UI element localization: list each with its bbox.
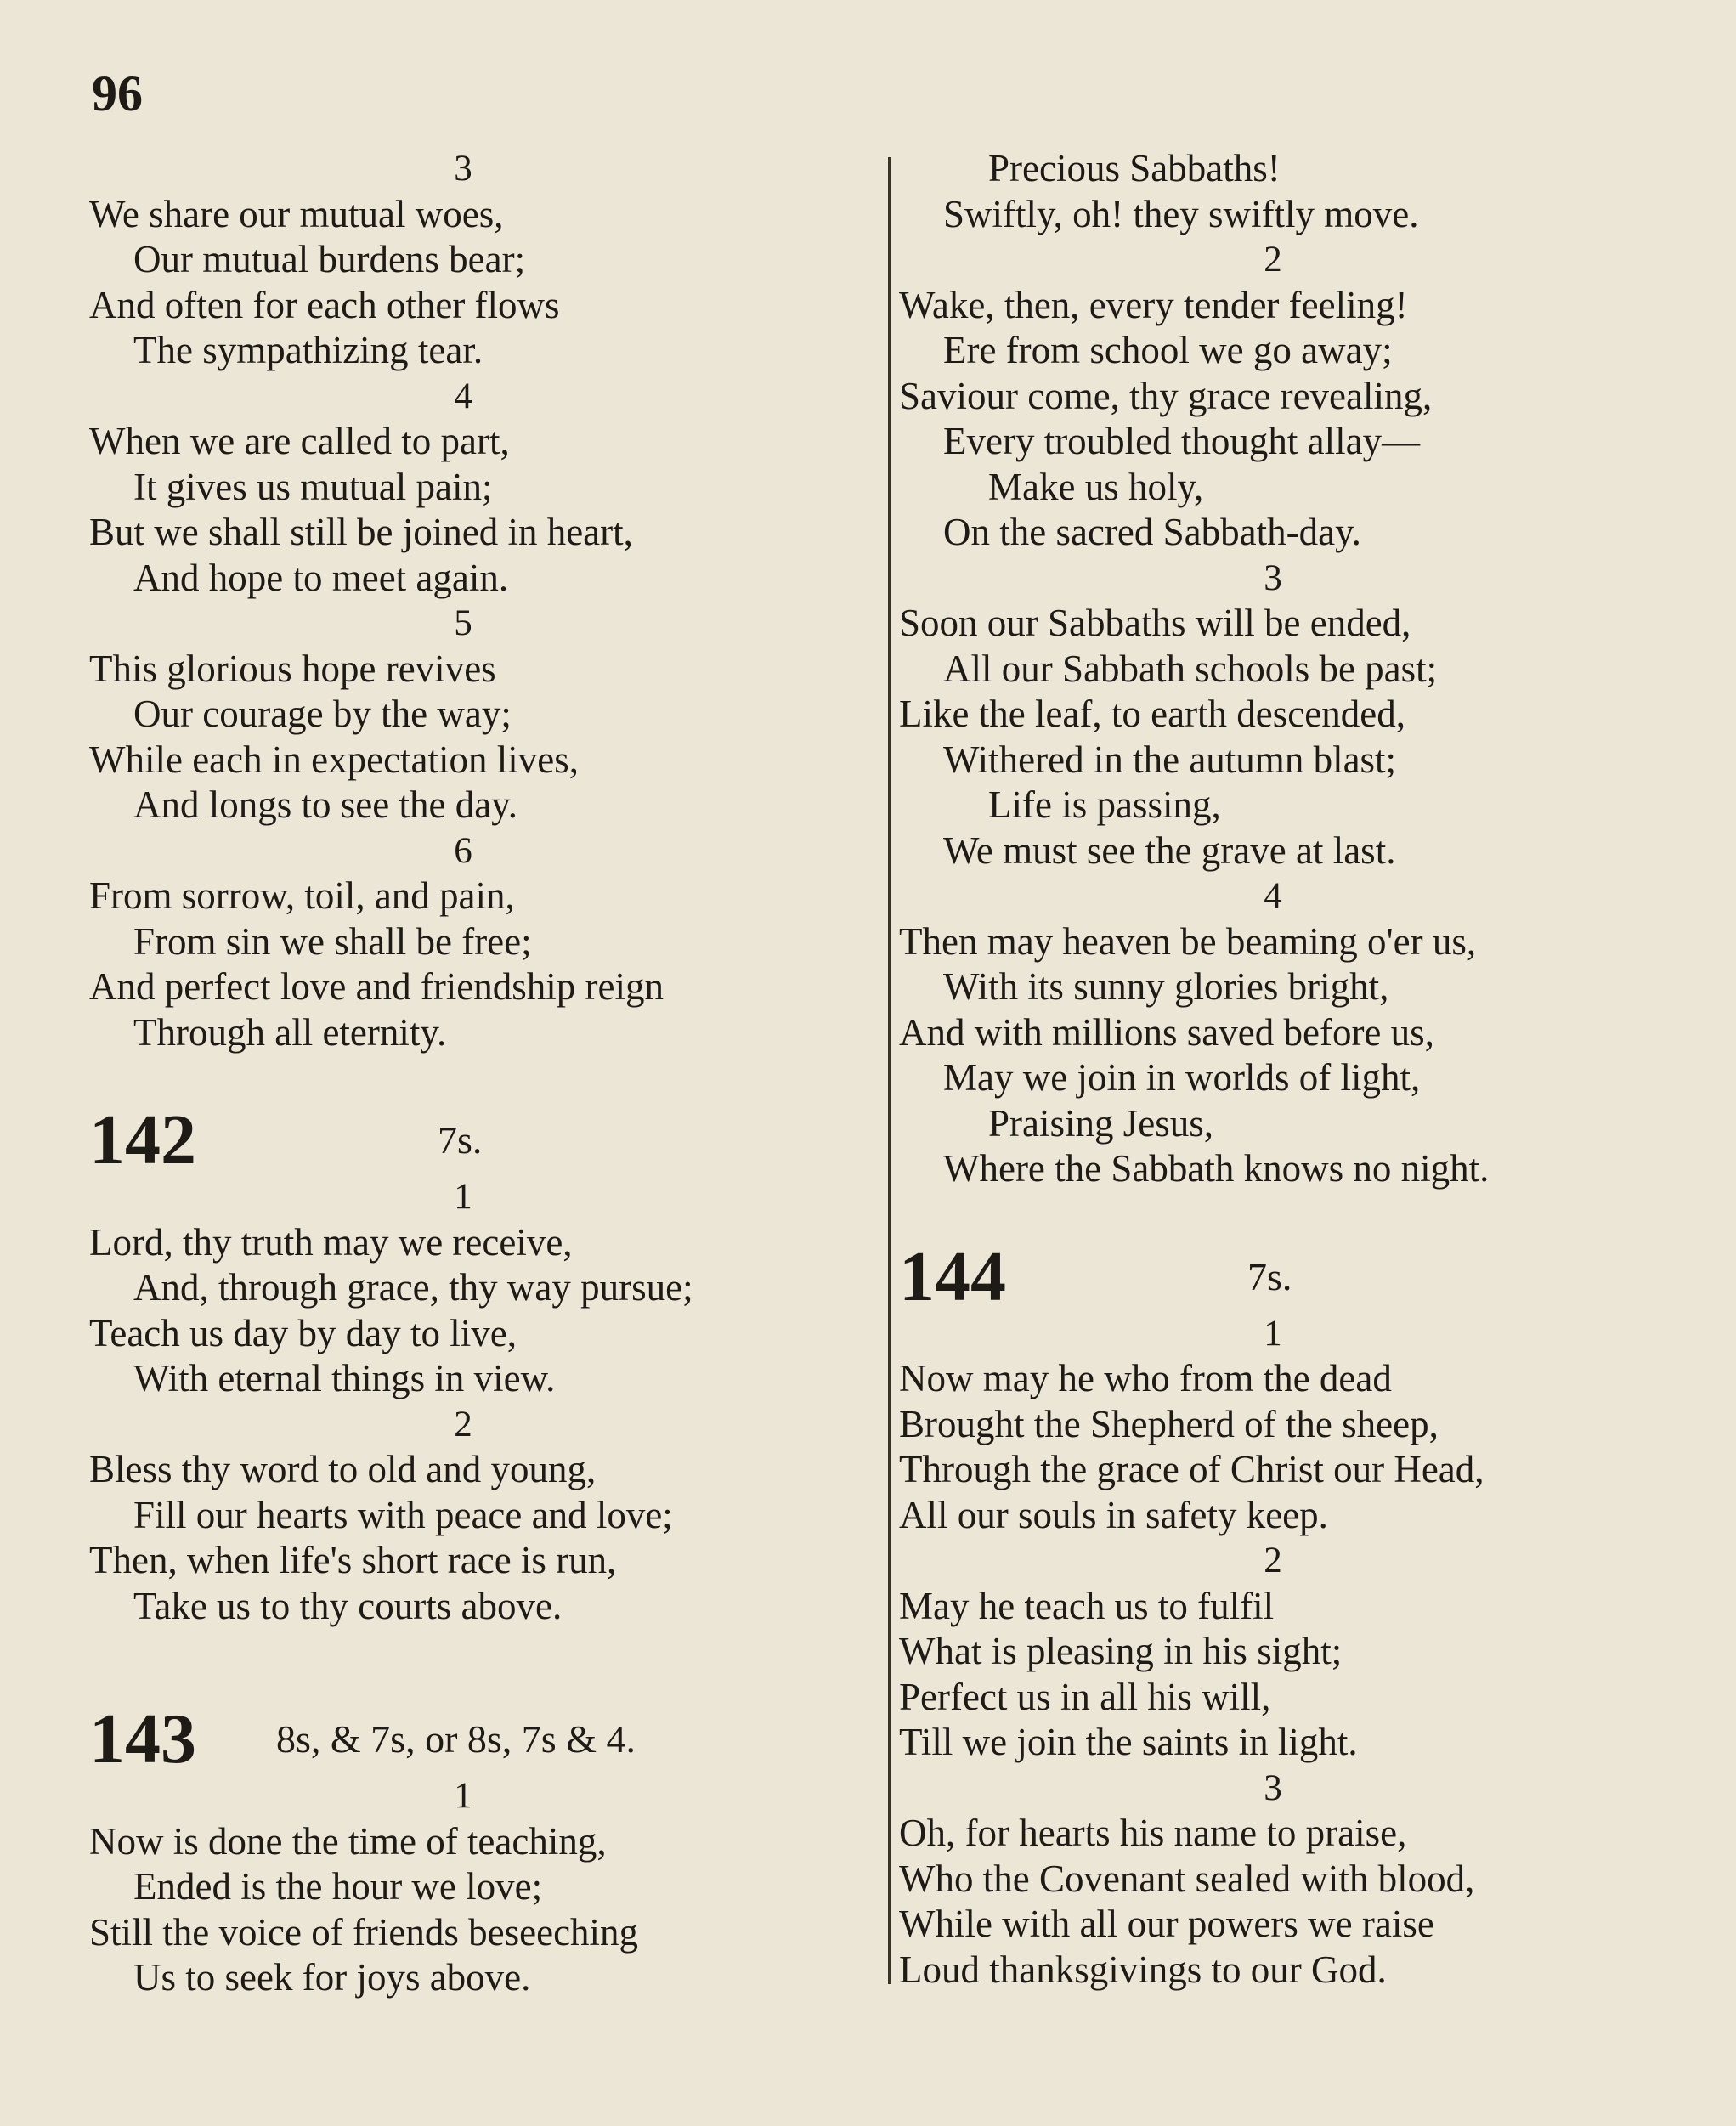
verse-line: But we shall still be joined in heart,: [89, 511, 633, 553]
hymn-number: 142: [89, 1100, 196, 1179]
hymn-144: [899, 1236, 1706, 1993]
verse-line: Every troubled thought allay—: [943, 420, 1421, 462]
verse-number: 3: [1264, 1767, 1282, 1808]
verse-line: And with millions saved before us,: [899, 1010, 1434, 1054]
verse-number: 1: [1264, 1313, 1282, 1354]
verse-line: Fill our hearts with peace and love;: [133, 1493, 673, 1536]
verse-line: Make us holy,: [988, 465, 1204, 508]
verse-line: Like the leaf, to earth descended,: [899, 693, 1405, 735]
verse-line: Teach us day by day to live,: [89, 1311, 517, 1354]
verse-number: 5: [454, 603, 472, 643]
verse-line: With its sunny glories bright,: [943, 965, 1389, 1008]
verse-line: All our Sabbath schools be past;: [943, 647, 1438, 690]
verse-line: While with all our powers we raise: [899, 1903, 1434, 1945]
right-column: [899, 146, 1706, 1993]
verse-line: From sorrow, toil, and pain,: [89, 874, 515, 917]
verse-line: Take us to thy courts above.: [133, 1584, 563, 1627]
verse-number: 2: [1264, 1541, 1282, 1580]
verse-line: Our courage by the way;: [133, 693, 512, 735]
hymn-142: [89, 1100, 879, 1629]
page-number: 96: [92, 65, 143, 122]
verse-line: Ere from school we go away;: [943, 329, 1393, 371]
verse-line: It gives us mutual pain;: [133, 465, 493, 508]
verse-block: [899, 146, 1706, 237]
verse-line: Lord, thy truth may we receive,: [89, 1220, 573, 1264]
hymn-number: 143: [89, 1699, 196, 1778]
verse-line: On the sacred Sabbath-day.: [943, 511, 1361, 553]
verse-line: The sympathizing tear.: [133, 329, 483, 371]
verse-line: And longs to see the day.: [133, 783, 517, 826]
verse-block: [89, 828, 879, 1056]
hymn-heading: [899, 1236, 1706, 1316]
verse-line: Now is done the time of teaching,: [89, 1819, 607, 1863]
verse-line: We must see the grave at last.: [943, 828, 1396, 872]
verse-line: Oh, for hearts his name to praise,: [899, 1812, 1407, 1854]
verse-line: And, through grace, thy way pursue;: [133, 1266, 693, 1309]
verse-line: Then may heaven be beaming o'er us,: [899, 919, 1477, 963]
verse-block: [899, 556, 1706, 874]
verse-line: Then, when life's short race is run,: [89, 1539, 617, 1581]
verse-line: And often for each other flows: [89, 283, 560, 326]
verse-line: Praising Jesus,: [988, 1101, 1214, 1145]
verse-line: While each in expectation lives,: [89, 738, 580, 781]
verse-line: All our souls in safety keep.: [899, 1493, 1328, 1536]
verse-block: [89, 601, 879, 828]
verse-line: With eternal things in view.: [133, 1357, 556, 1399]
hymn-heading: [89, 1100, 879, 1179]
left-column: [89, 146, 879, 2001]
verse-line: When we are called to part,: [89, 420, 510, 462]
verse-line: Life is passing,: [988, 783, 1221, 826]
hymn-143: [89, 1699, 879, 2001]
hymn-meter: 7s.: [438, 1118, 483, 1162]
verse-line: What is pleasing in his sight;: [899, 1630, 1343, 1672]
hymn-meter: 8s, & 7s, or 8s, 7s & 4.: [276, 1717, 636, 1761]
verse-line: Through the grace of Christ our Head,: [899, 1448, 1484, 1490]
verse-line: Us to seek for joys above.: [133, 1956, 531, 1999]
column-divider: [888, 157, 891, 1984]
verse-number: 1: [454, 1177, 472, 1217]
hymn-heading: [89, 1699, 879, 1778]
verse-line: Loud thanksgivings to our God.: [899, 1948, 1387, 1991]
verse-line: From sin we shall be free;: [133, 919, 532, 963]
verse-line: Now may he who from the dead: [899, 1357, 1392, 1399]
verse-number: 3: [454, 149, 472, 189]
verse-line: May he teach us to fulfil: [899, 1584, 1275, 1627]
verse-line: Precious Sabbaths!: [988, 147, 1281, 189]
verse-block: [89, 146, 879, 374]
verse-line: Brought the Shepherd of the sheep,: [899, 1402, 1439, 1445]
hymn-meter: 7s.: [1247, 1254, 1292, 1298]
verse-number: 6: [454, 830, 472, 871]
hymn-number: 144: [899, 1236, 1006, 1316]
verse-number: 3: [1264, 557, 1282, 598]
verse-number: 2: [454, 1404, 472, 1445]
verse-line: Till we join the saints in light.: [899, 1721, 1358, 1763]
verse-line: Ended is the hour we love;: [133, 1865, 543, 1908]
verse-line: Withered in the autumn blast;: [943, 738, 1397, 781]
verse-line: And perfect love and friendship reign: [89, 965, 664, 1008]
verse-number: 1: [454, 1776, 472, 1816]
verse-block: [899, 237, 1706, 556]
verse-line: Who the Covenant sealed with blood,: [899, 1857, 1475, 1900]
verse-line: Still the voice of friends beseeching: [89, 1910, 639, 1954]
verse-line: Bless thy word to old and young,: [89, 1448, 597, 1490]
verse-line: Saviour come, thy grace revealing,: [899, 374, 1433, 417]
verse-number: 4: [454, 376, 472, 416]
verse-line: And hope to meet again.: [133, 556, 509, 599]
verse-line: Where the Sabbath knows no night.: [943, 1147, 1490, 1190]
verse-line: Wake, then, every tender feeling!: [899, 283, 1408, 326]
verse-line: May we join in worlds of light,: [943, 1056, 1421, 1099]
verse-block: [899, 874, 1706, 1192]
verse-number: 4: [1264, 876, 1282, 916]
verse-line: Soon our Sabbaths will be ended,: [899, 602, 1411, 644]
verse-line: Perfect us in all his will,: [899, 1675, 1271, 1718]
verse-line: Swiftly, oh! they swiftly move.: [943, 192, 1419, 235]
verse-line: We share our mutual woes,: [89, 192, 504, 235]
verse-line: Our mutual burdens bear;: [133, 238, 526, 280]
verse-line: Through all eternity.: [133, 1010, 447, 1054]
verse-block: [89, 374, 879, 602]
verse-line: This glorious hope revives: [89, 647, 496, 690]
verse-number: 2: [1264, 240, 1282, 280]
